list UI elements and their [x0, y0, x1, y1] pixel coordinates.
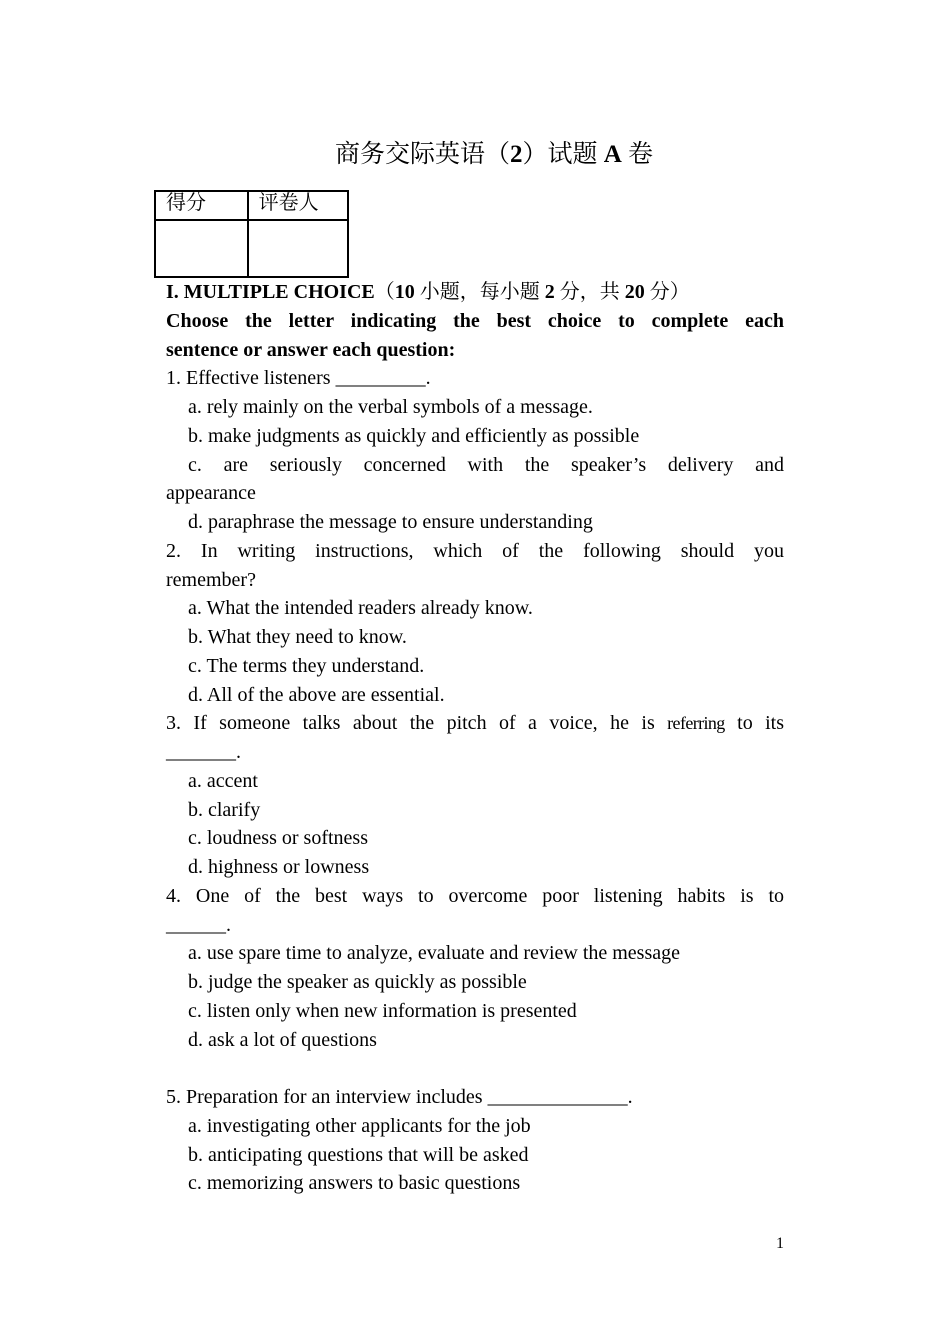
answer-option: d. ask a lot of questions: [188, 1028, 377, 1051]
exam-content: [166, 278, 784, 1198]
answer-option: b. make judgments as quickly and efficiently as possible: [188, 424, 640, 447]
answer-option: b. What they need to know.: [188, 626, 407, 648]
page-title: 商务交际英语（2）试题 A 卷: [334, 141, 654, 168]
instruction-line: Choose the letter indicating the best choice to complete each: [166, 309, 784, 332]
score-table: [154, 190, 349, 278]
answer-option: d. All of the above are essential.: [188, 683, 445, 706]
grader-header: 评卷人: [248, 191, 348, 220]
answer-option: a. accent: [188, 769, 258, 792]
answer-option: d. paraphrase the message to ensure understanding: [188, 511, 593, 533]
page-number: 1: [776, 1235, 784, 1252]
question-stem: 3. If someone talks about the pitch of a voice, he is referring to its: [166, 712, 785, 735]
answer-option: c. The terms they understand.: [188, 654, 425, 677]
answer-option: a. rely mainly on the verbal symbols of a message.: [188, 396, 593, 418]
section-heading: I. MULTIPLE CHOICE（10 小题，每小题 2 分，共 20 分）: [166, 281, 690, 303]
answer-option: c. memorizing answers to basic questions: [188, 1172, 521, 1195]
answer-option: c. loudness or softness: [188, 827, 368, 850]
answer-option: b. clarify: [188, 798, 261, 821]
answer-option: c. listen only when new information is presented: [188, 999, 577, 1022]
answer-option: b. anticipating questions that will be asked: [188, 1143, 529, 1166]
answer-option-continued: appearance: [166, 482, 256, 505]
question-stem-continued: remember?: [166, 568, 256, 591]
answer-option: c. are seriously concerned with the speaker’s delivery and: [188, 453, 784, 476]
instruction-line: sentence or answer each question:: [166, 338, 456, 361]
question-stem: 4. One of the best ways to overcome poor listening habits is to: [166, 884, 784, 907]
blank-line: [166, 1054, 784, 1083]
question-stem-continued: _______.: [166, 741, 241, 763]
score-header: 得分: [155, 191, 248, 220]
score-cell: [155, 220, 248, 277]
answer-option: a. What the intended readers already know.: [188, 597, 533, 620]
question-stem: 2. In writing instructions, which of the following should you: [166, 539, 784, 562]
answer-option: b. judge the speaker as quickly as possible: [188, 971, 527, 993]
question-stem: 1. Effective listeners _________.: [166, 367, 431, 390]
answer-option: d. highness or lowness: [188, 856, 370, 878]
question-stem-continued: ______.: [166, 913, 231, 936]
answer-option: a. use spare time to analyze, evaluate and review the message: [188, 942, 681, 965]
grader-cell: [248, 220, 348, 277]
question-stem: 5. Preparation for an interview includes ______________.: [166, 1086, 633, 1108]
answer-option: a. investigating other applicants for the job: [188, 1114, 531, 1137]
